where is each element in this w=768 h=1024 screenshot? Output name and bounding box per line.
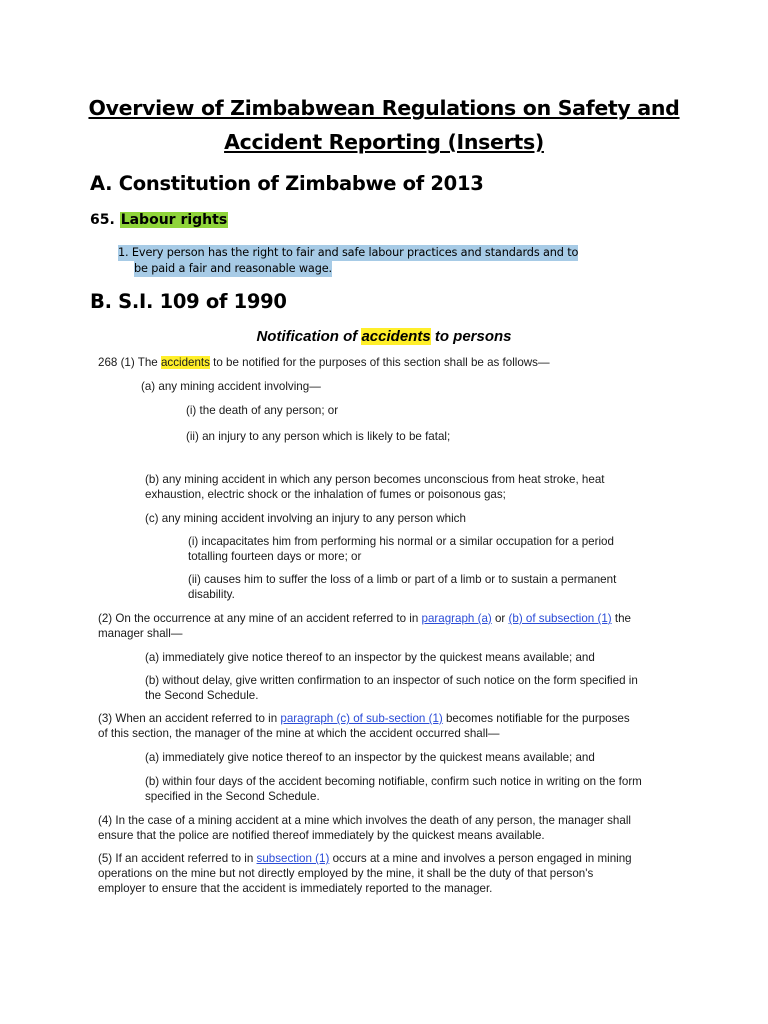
para-c: (c) any mining accident involving an injury to any person which [145, 512, 466, 525]
regulation-title [0, 328, 768, 345]
subsection-2-b-line2: the Second Schedule. [145, 689, 259, 702]
para-b-line2: exhaustion, electric shock or the inhalation of fumes or poisonous gas; [145, 488, 506, 501]
link-subsection-1-b[interactable]: (b) of subsection (1) [508, 612, 612, 625]
regulation-title-text: to persons [430, 328, 512, 345]
article-clause [118, 245, 628, 277]
subsection-2-a: (a) immediately give notice thereof to an inspector by the quickest means available; and [145, 651, 595, 664]
subsection-4-line1: (4) In the case of a mining accident at a mine which involves the death of any person, the manager shall [98, 814, 631, 827]
subsection-3-a: (a) immediately give notice thereof to an inspector by the quickest means available; and [145, 751, 595, 764]
text: to be notified for the purposes of this section shall be as follows— [209, 356, 550, 369]
para-c-ii-line2: disability. [188, 588, 235, 601]
para-b-line1: (b) any mining accident in which any person becomes unconscious from heat stroke, heat [145, 473, 605, 486]
text: occurs at a mine and involves a person engaged in mining [329, 852, 632, 865]
clause-line: 1. Every person has the right to fair and safe labour practices and standards and to [118, 246, 579, 259]
subsection-4-line2: ensure that the police are notified thereof immediately by the quickest means available. [98, 829, 545, 842]
para-c-ii-line1: (ii) causes him to suffer the loss of a limb or part of a limb or to sustain a permanent [188, 573, 617, 586]
regulation-title-highlight: accidents [361, 328, 431, 345]
para-a-i: (i) the death of any person; or [186, 404, 339, 417]
text: or [491, 612, 509, 625]
article-heading [90, 212, 228, 228]
subsection-3-b-line2: specified in the Second Schedule. [145, 790, 320, 803]
text: (3) When an accident referred to in [98, 712, 281, 725]
subsection-2-line1 [98, 612, 631, 625]
text: 268 (1) The [98, 356, 161, 369]
subsection-5-line2: operations on the mine but not directly employed by the mine, it shall be the duty of that person's [98, 867, 594, 880]
subsection-3-line2: of this section, the manager of the mine at which the accident occurred shall— [98, 727, 500, 740]
clause-line: be paid a fair and reasonable wage. [134, 262, 332, 275]
text: the [611, 612, 631, 625]
link-subsection-1[interactable]: subsection (1) [256, 852, 330, 865]
para-a-ii: (ii) an injury to any person which is likely to be fatal; [186, 430, 451, 443]
subsection-2-line2: manager shall— [98, 627, 183, 640]
subsection-3-b-line1: (b) within four days of the accident becoming notifiable, confirm such notice in writing on the form [145, 775, 642, 788]
link-paragraph-a[interactable]: paragraph (a) [421, 612, 492, 625]
section-a-heading: A. Constitution of Zimbabwe of 2013 [90, 172, 484, 195]
regulation-title-text: Notification of [256, 328, 362, 345]
section-268-intro [98, 356, 550, 369]
article-number: 65. [90, 212, 120, 228]
text: (5) If an accident referred to in [98, 852, 257, 865]
section-b-heading: B. S.I. 109 of 1990 [90, 290, 287, 313]
subsection-5-line1 [98, 852, 632, 865]
highlight: accidents [160, 356, 210, 369]
text: becomes notifiable for the purposes [442, 712, 630, 725]
subsection-2-b-line1: (b) without delay, give written confirmation to an inspector of such notice on the form specified in [145, 674, 638, 687]
para-c-i-line2: totalling fourteen days or more; or [188, 550, 362, 563]
link-paragraph-c[interactable]: paragraph (c) of sub-section (1) [280, 712, 443, 725]
subsection-3-line1 [98, 712, 630, 725]
document-title-line2: Accident Reporting (Inserts) [224, 130, 544, 154]
para-c-i-line1: (i) incapacitates him from performing his normal or a similar occupation for a period [188, 535, 614, 548]
article-title: Labour rights [120, 212, 228, 228]
text: (2) On the occurrence at any mine of an accident referred to in [98, 612, 422, 625]
document-title-line1: Overview of Zimbabwean Regulations on Safety and [88, 96, 680, 120]
subsection-5-line3: employer to ensure that the accident is immediately reported to the manager. [98, 882, 493, 895]
para-a: (a) any mining accident involving— [141, 380, 321, 393]
